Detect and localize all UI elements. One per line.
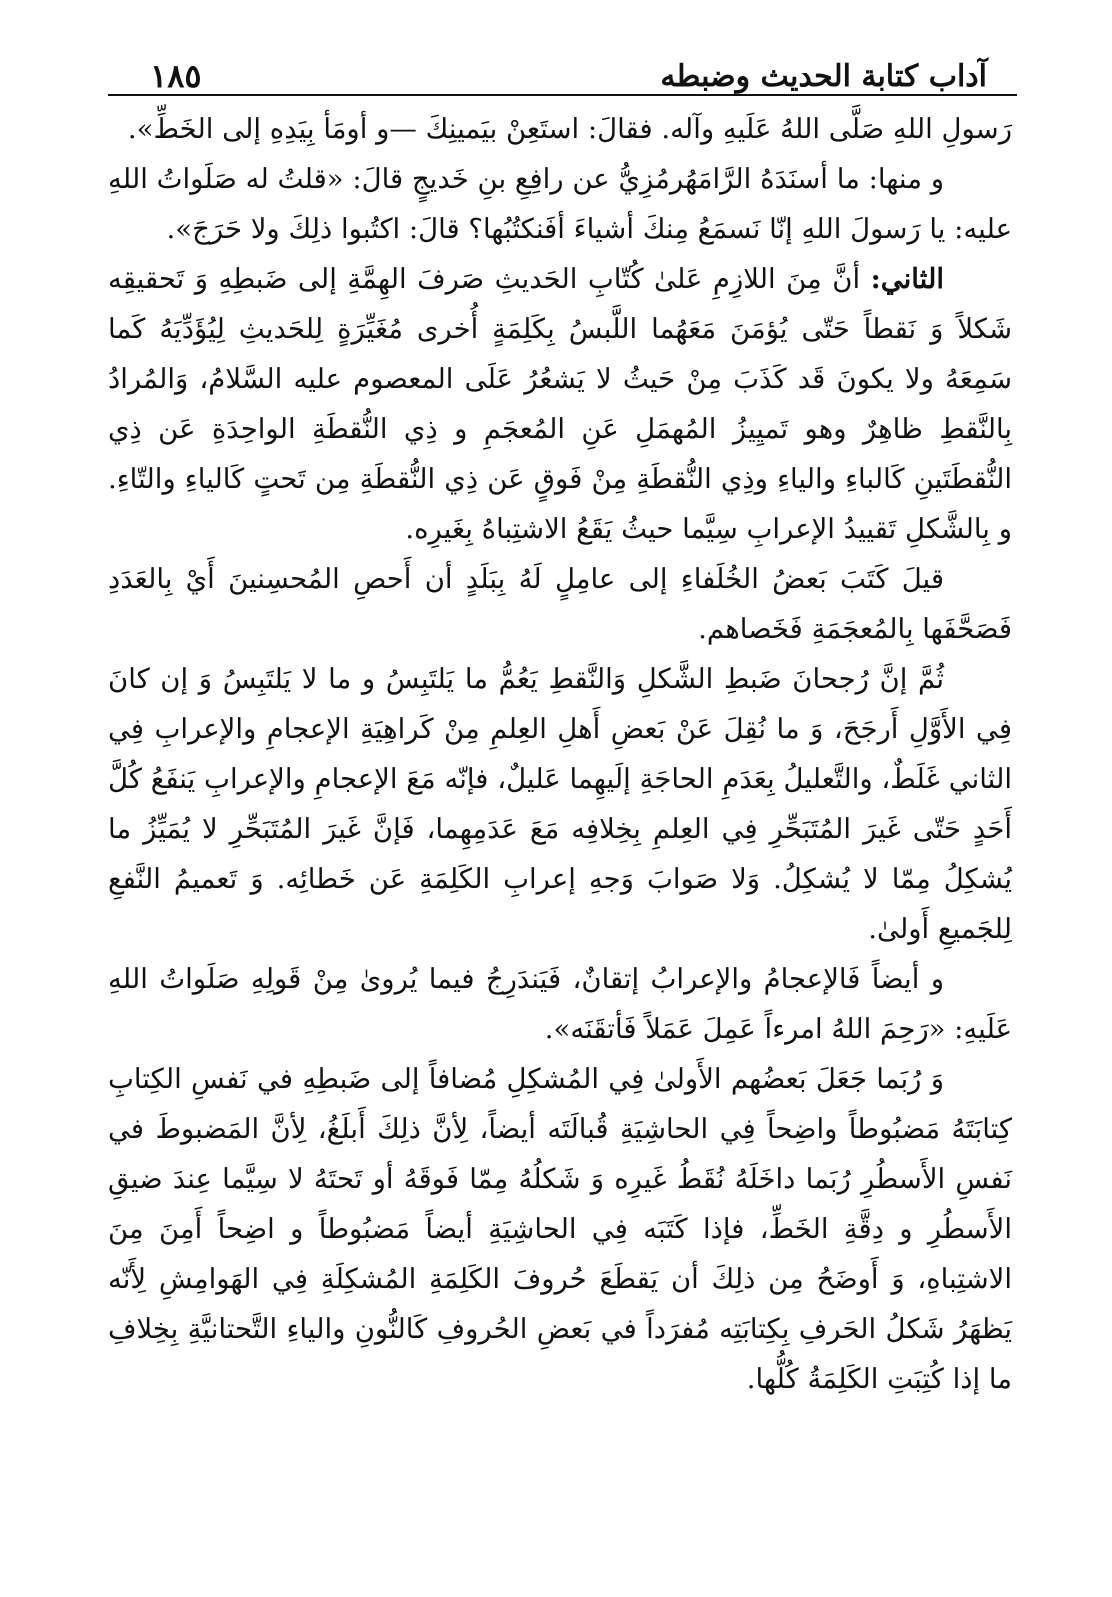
paragraph-text: و منها: ما أسنَدَهُ الرَّامَهُرمُزِيُّ عن رافِعِ بنِ خَديجٍ قالَ: «قلتُ له صَلَواتُ اللهِ عليه: يا رَسولَ اللهِ إنّا نَسمَعُ مِنكَ أشياءَ أفَنكتُبُها؟ قالَ: اكتُبوا ذلِكَ ولا حَرَجَ». bbox=[108, 163, 1012, 245]
header-rule bbox=[108, 94, 1017, 96]
paragraph-text: ثُمَّ إنَّ رُجحانَ ضَبطِ الشَّكلِ وَالنَّقطِ يَعُمُّ ما يَلتَبِسُ و ما لا يَلتَبِسُ وَ إن كانَ فِي الأَوَّلِ أَرجَحَ، وَ ما نُقِلَ عَنْ بَعضِ أَهلِ العِلمِ مِنْ كَراهِيَةِ الإعجامِ والإعرابِ فِي الثاني غَلَطٌ، والتَّعليلُ بِعَدَمِ الحاجَةِ إلَيهِما عَليلٌ، فإنّه مَعَ الإعجامِ والإعرابِ يَنفَعُ كُلَّ أَحَدٍ حَتّى غَيرَ المُتَبَحِّرِ فِي العِلمِ بِخِلافِه مَعَ عَدَمِهِما، فَإنَّ غَيرَ المُتَبَحِّرِ لا يُمَيِّزُ ما يُشكِلُ مِمّا لا يُشكِلُ. وَلا صَوابَ وَجهِ إعرابِ الكَلِمَةِ عَن خَطائِه. وَ تَعميمُ النَّفعِ لِلجَميعِ أَولىٰ. bbox=[108, 663, 1012, 945]
paragraph-text: أنَّ مِنَ اللازِمِ عَلىٰ كُتّابِ الحَديثِ صَرفَ الهِمَّةِ إلى ضَبطِهِ وَ تَحقيقِه شَكلاً وَ نَقطاً حَتّى يُؤمَنَ مَعَهُما اللَّبسُ بِكَلِمَةٍ أُخرى مُغَيِّرَةٍ لِلحَديثِ لِيُؤَدِّيَهُ كَما سَمِعَهُ ولا يكونَ قَد كَذَبَ مِنْ حَيثُ لا يَشعُرُ عَلَى المعصوم عليه السَّلامُ، وَالمُرادُ بِالنَّقطِ ظاهِرٌ وهو تَميِيزُ المُهمَلِ عَنِ المُعجَمِ و ذِي النُّقطَةِ الواحِدَةِ عَن ذِي النُّقطَتَينِ كَالباءِ والياءِ وذِي النُّقطَةِ مِنْ فَوقٍ عَن ذِي النُّقطَةِ مِن تَحتٍ كَالياءِ والتّاءِ. و بِالشَّكلِ تَقييدُ الإعرابِ سِيَّما حيثُ يَقَعُ الاشتِباهُ بِغَيرِه. bbox=[108, 263, 1012, 545]
paragraph-text: وَ رُبَما جَعَلَ بَعضُهم الأَولىٰ فِي المُشكِلِ مُضافاً إلى ضَبطِهِ في نَفسِ الكِتابِ كِتابَتَهُ مَضبُوطاً واضِحاً فِي الحاشِيَةِ قُبالَتَه أيضاً، لِأنَّ ذلِكَ أَبلَغُ، لِأنَّ المَضبوطَ في نَفسِ الأَسطُرِ رُبَما داخَلَهُ نُقَطُ غَيرِه وَ شَكلُهُ مِمّا فَوقَهُ أو تَحتَهُ لا سِيَّما عِندَ ضيقِ الأَسطُرِ و دِقَّةِ الخَطِّ، فإذا كَتَبَه فِي الحاشِيَةِ أيضاً مَضبُوطاً و اضِحاً أَمِنَ مِنَ الاشتِباهِ، وَ أَوضَحُ مِن ذلِكَ أن يَقطَعَ حُروفَ الكَلِمَةِ المُشكِلَةِ فِي الهَوامِشِ لِأَنّه يَظهَرُ شَكلُ الحَرفِ بِكِتابَتِه مُفرَداً في بَعضِ الحُروفِ كَالنُّونِ والياءِ التَّحتانيَّةِ بِخِلافِ ما إذا كُتِبَتِ الكَلِمَةُ كُلُّها. bbox=[108, 1063, 1012, 1395]
paragraph-text: رَسولِ اللهِ صَلَّى اللهُ عَلَيهِ وآله. فقالَ: استَعِنْ بيَمينِكَ —و أومَأ بِيَدِهِ إلى الخَطِّ». bbox=[127, 113, 1012, 145]
paragraph-itqan bbox=[108, 954, 1012, 1054]
paragraph-hadith-rafi bbox=[108, 154, 1012, 254]
paragraph-anecdote bbox=[108, 554, 1012, 654]
page-body bbox=[108, 104, 1012, 1404]
page-number: ١٨٥ bbox=[150, 57, 202, 95]
paragraph-continuation bbox=[108, 104, 1012, 154]
running-title: آداب كتابة الحديث وضبطه bbox=[660, 59, 987, 94]
paragraph-margin-note bbox=[108, 1054, 1012, 1404]
paragraph-lead: الثاني: bbox=[870, 263, 944, 295]
paragraph-text: و أيضاً فَالإعجامُ والإعرابُ إتقانٌ، فَيَندَرِجُ فيما يُروىٰ مِنْ قَولِهِ صَلَواتُ اللهِ عَلَيهِ: «رَحِمَ اللهُ امرءاً عَمِلَ عَمَلاً فَأتقَنَه». bbox=[108, 963, 1012, 1045]
paragraph-text: قيلَ كَتَبَ بَعضُ الخُلَفاءِ إلى عامِلٍ لَهُ بِبَلَدٍ أن أَحصِ المُحسِنينَ أَيْ بِالعَدَدِ فَصَحَّفَها بِالمُعجَمَةِ فَخَصاهم. bbox=[108, 563, 1012, 645]
page-header bbox=[150, 42, 987, 95]
paragraph-second-point bbox=[108, 254, 1012, 554]
paragraph-preference bbox=[108, 654, 1012, 954]
